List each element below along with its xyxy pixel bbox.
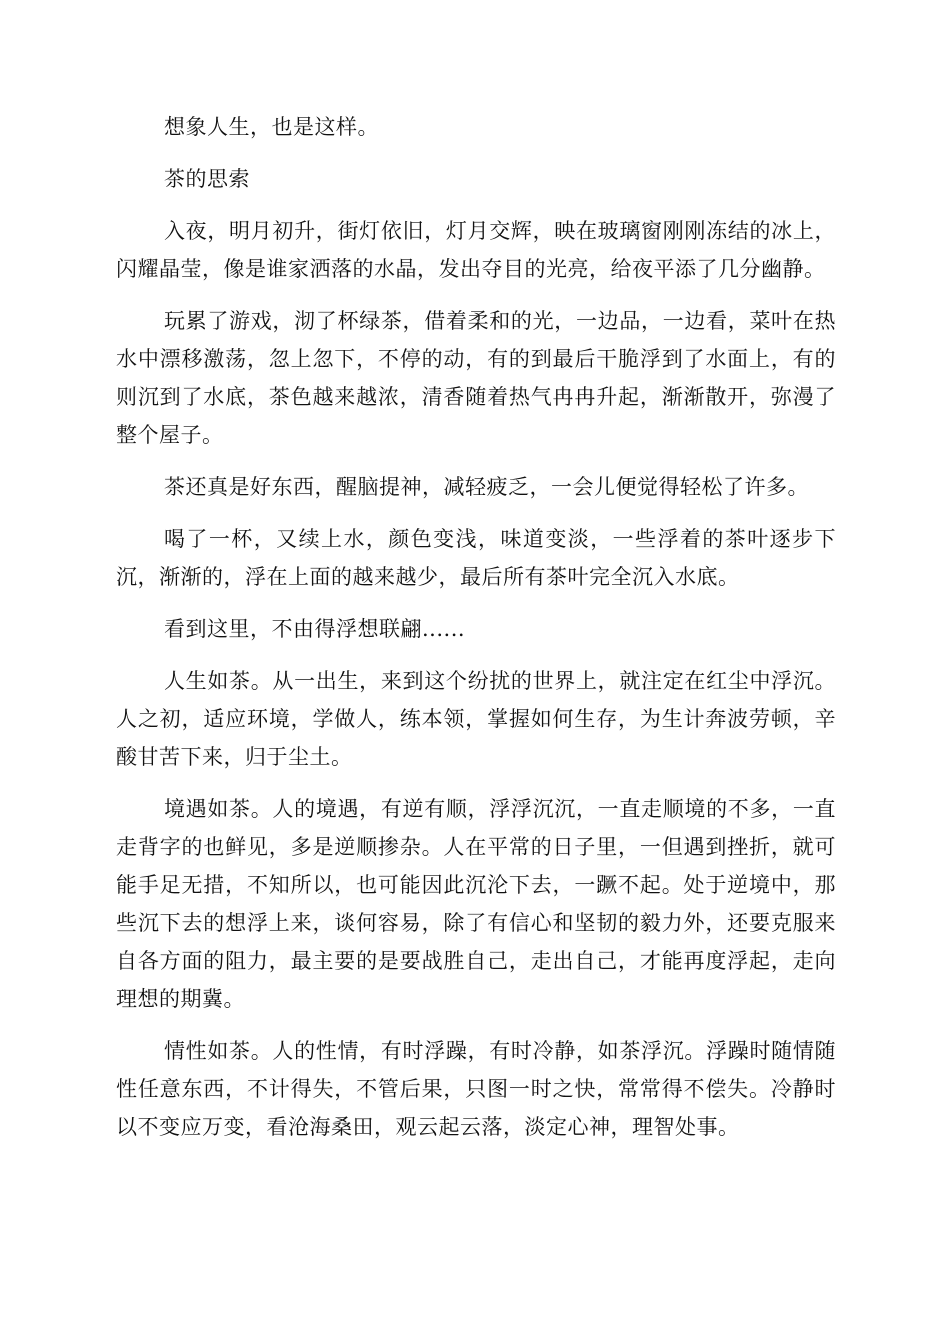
paragraph-tea-benefits: 茶还真是好东西，醒脑提神，减轻疲乏，一会儿便觉得轻松了许多。 [164,475,809,499]
paragraph-second-cup: 喝了一杯，又续上水，颜色变浅，味道变淡，一些浮着的茶叶逐步下沉，渐渐的，浮在上面的越来越少，最后所有茶叶完全沉入水底。 [116,527,836,589]
paragraph-brewing-tea: 玩累了游戏，沏了杯绿茶，借着柔和的光，一边品，一边看，菜叶在热水中漂移激荡，忽上忽下，不停的动，有的到最后干脆浮到了水面上，有的则沉到了水底，茶色越来越浓，清香随着热气冉冉升起，渐渐散开，弥漫了整个屋子。 [116,309,836,447]
paragraph-circumstance-like-tea: 境遇如茶。人的境遇，有逆有顺，浮浮沉沉，一直走顺境的不多，一直走背字的也鲜见，多是逆顺掺杂。人在平常的日子里，一但遇到挫折，就可能手足无措，不知所以，也可能因此沉沦下去，一蹶不起。处于逆境中，那些沉下去的想浮上来，谈何容易，除了有信心和坚韧的毅力外，还要克服来自各方面的阻力，最主要的是要战胜自己，走出自己，才能再度浮起，走向理想的期冀。 [116,797,836,1011]
paragraph-intro-line: 想象人生，也是这样。 [164,115,379,139]
paragraph-life-like-tea: 人生如茶。从一出生，来到这个纷扰的世界上，就注定在红尘中浮沉。人之初，适应环境，学做人，练本领，掌握如何生存，为生计奔波劳顿，辛酸甘苦下来，归于尘土。 [116,669,836,769]
paragraph-temperament-like-tea: 情性如茶。人的性情，有时浮躁，有时冷静，如茶浮沉。浮躁时随情随性任意东西，不计得失，不管后果，只图一时之快，常常得不偿失。冷静时以不变应万变，看沧海桑田，观云起云落，淡定心神，理智处事。 [116,1039,836,1139]
paragraph-night-scene: 入夜，明月初升，街灯依旧，灯月交辉，映在玻璃窗刚刚冻结的冰上，闪耀晶莹，像是谁家洒落的水晶，发出夺目的光亮，给夜平添了几分幽静。 [116,219,836,281]
paragraph-reflection: 看到这里，不由得浮想联翩...... [164,617,466,641]
section-title: 茶的思索 [164,167,250,191]
document-body [116,108,836,1160]
